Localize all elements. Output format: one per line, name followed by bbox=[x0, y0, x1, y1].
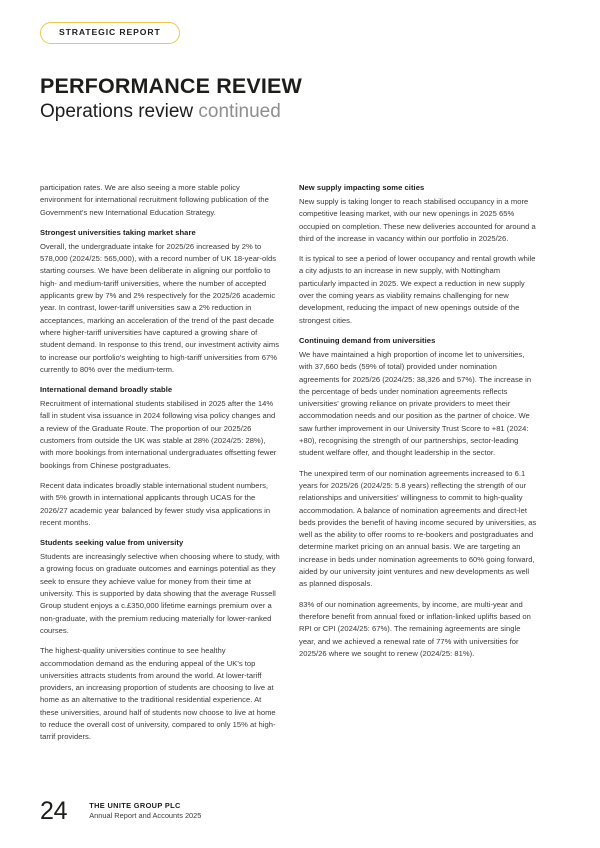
right-column bbox=[299, 182, 539, 744]
footer-text-block bbox=[89, 801, 201, 824]
page-subtitle-continued: continued bbox=[198, 101, 281, 123]
page-footer bbox=[40, 799, 201, 824]
paragraph: 83% of our nomination agreements, by income, are multi-year and therefore benefit from annual fixed or inflation-linked uplifts based on RPI or CPI (2024/25: 67%). The remaining agreements are single year, and we achieved a renewal rate of 77% with universities for 2025/26 where we sought to renew (2024/25: 81%). bbox=[299, 599, 531, 658]
paragraph: Students are increasingly selective when choosing where to study, with a growing focus on graduate outcomes and earnings potential as they seek to ensure they achieve value for money from their time at university. This is supported by data showing that the average Russell Group student enjoys a c.£350,000 lifetime earnings premium over a non-graduate, with the premium reducing materially for lower-ranked courses. bbox=[40, 552, 280, 635]
section-heading: International demand broadly stable bbox=[40, 385, 173, 395]
article-columns bbox=[40, 182, 560, 744]
section-heading: Students seeking value from university bbox=[40, 538, 184, 548]
footer-report-title: Annual Report and Accounts 2025 bbox=[89, 811, 202, 821]
section-heading: Continuing demand from universities bbox=[299, 335, 436, 345]
paragraph: participation rates. We are also seeing a more stable policy environment for international recruitment following publication of the Government's new International Education Strategy. bbox=[40, 183, 269, 217]
page-title: PERFORMANCE REVIEW bbox=[40, 74, 302, 98]
status-badge: STRATEGIC REPORT bbox=[40, 22, 180, 44]
footer-company-name: THE UNITE GROUP PLC bbox=[89, 800, 181, 810]
section-heading: Strongest universities taking market share bbox=[40, 227, 196, 237]
paragraph: We have maintained a high proportion of income let to universities, with 37,660 beds (59% of total) provided under nomination agreements for 2025/26 (2024/25: 38,326 and 57%). The increase in the percentage of beds under nomination agreements reflects universities' growing reliance on private providers to meet their accommodation needs and our position as the partner of choice. We saw further improvement in our University Trust Score to +81 (2024: +80), recognising the strength of our partnerships, sector-leading student welfare offer, and thought leadership in the sector. bbox=[299, 349, 532, 458]
paragraph: The unexpired term of our nomination agreements increased to 6.1 years for 2025/26 (2024/25: 5.8 years) reflecting the strength of our relationships and universities' willingness to commit to high-quality accommodation. A balance of nomination agreements and direct-let beds provides the benefit of having income secured by universities, as well as the ability to offer rooms to re-bookers and postgraduates and determine market pricing on an annual basis. We are targeting an increase in beds under nomination agreements to 60% going forward, aided by our university joint ventures and new developments as well as planned disposals. bbox=[299, 468, 537, 589]
page-subtitle-text: Operations review bbox=[40, 101, 194, 123]
page-number: 24 bbox=[40, 797, 68, 825]
left-column bbox=[40, 182, 280, 744]
paragraph: Recent data indicates broadly stable international student numbers, with 5% growth in international applicants through UCAS for the 2026/27 academic year balanced by fewer study visa applications in recent months. bbox=[40, 480, 271, 527]
paragraph: Recruitment of international students stabilised in 2025 after the 14% fall in student visa issuance in 2024 following visa policy changes and a review of the Graduate Route. The proportion of our 2025/26 customers from outside the UK was stable at 28% (2024/25: 28%), with more bookings from international undergraduates offsetting fewer bookings from Chinese postgraduates. bbox=[40, 399, 277, 470]
page-subtitle bbox=[40, 101, 302, 124]
paragraph: Overall, the undergraduate intake for 2025/26 increased by 2% to 578,000 (2024/25: 565,000), with a record number of UK 18-year-olds starting courses. We have been deliberate in aligning our portfolio to high- and medium-tariff universities, where the number of accepted applicants grew by 7% and 2% respectively for the 2025/26 academic year. In contrast, lower-tariff universities saw a 2% reduction in acceptances, marking an acceleration of the trend of the past decade where higher-tariff universities have captured a growing share of student demand. In response to this trend, our investment activity aims to increase our portfolio's weighting to high-tariff universities from 67% currently to 80% over the medium-term. bbox=[40, 241, 280, 374]
paragraph: It is typical to see a period of lower occupancy and rental growth while a city adjusts to an increase in new supply, with Nottingham particularly impacted in 2025. We expect a reduction in new supply over the coming years as viability remains challenging for new development, reducing the impact of new openings outside of the strongest cities. bbox=[299, 254, 536, 325]
paragraph: The highest-quality universities continue to see healthy accommodation demand as the enduring appeal of the UK's top universities attracts students from around the world. At lower-tariff providers, an increasing proportion of students are choosing to live at home as an alternative to the traditional residential experience. At these universities, around half of students now choose to live at home to reduce the overall cost of university, compared to only 15% at high-tarrif providers. bbox=[40, 646, 276, 742]
section-heading: New supply impacting some cities bbox=[299, 183, 425, 192]
page-title-block bbox=[40, 74, 302, 124]
paragraph: New supply is taking longer to reach stabilised occupancy in a more competitive leasing market, with our new openings in 2025 65% occupied on completion. These new deliveries accounted for around a third of the increase in vacancy within our portfolio in 2025/26. bbox=[299, 197, 536, 243]
section-badge-container bbox=[40, 22, 180, 44]
